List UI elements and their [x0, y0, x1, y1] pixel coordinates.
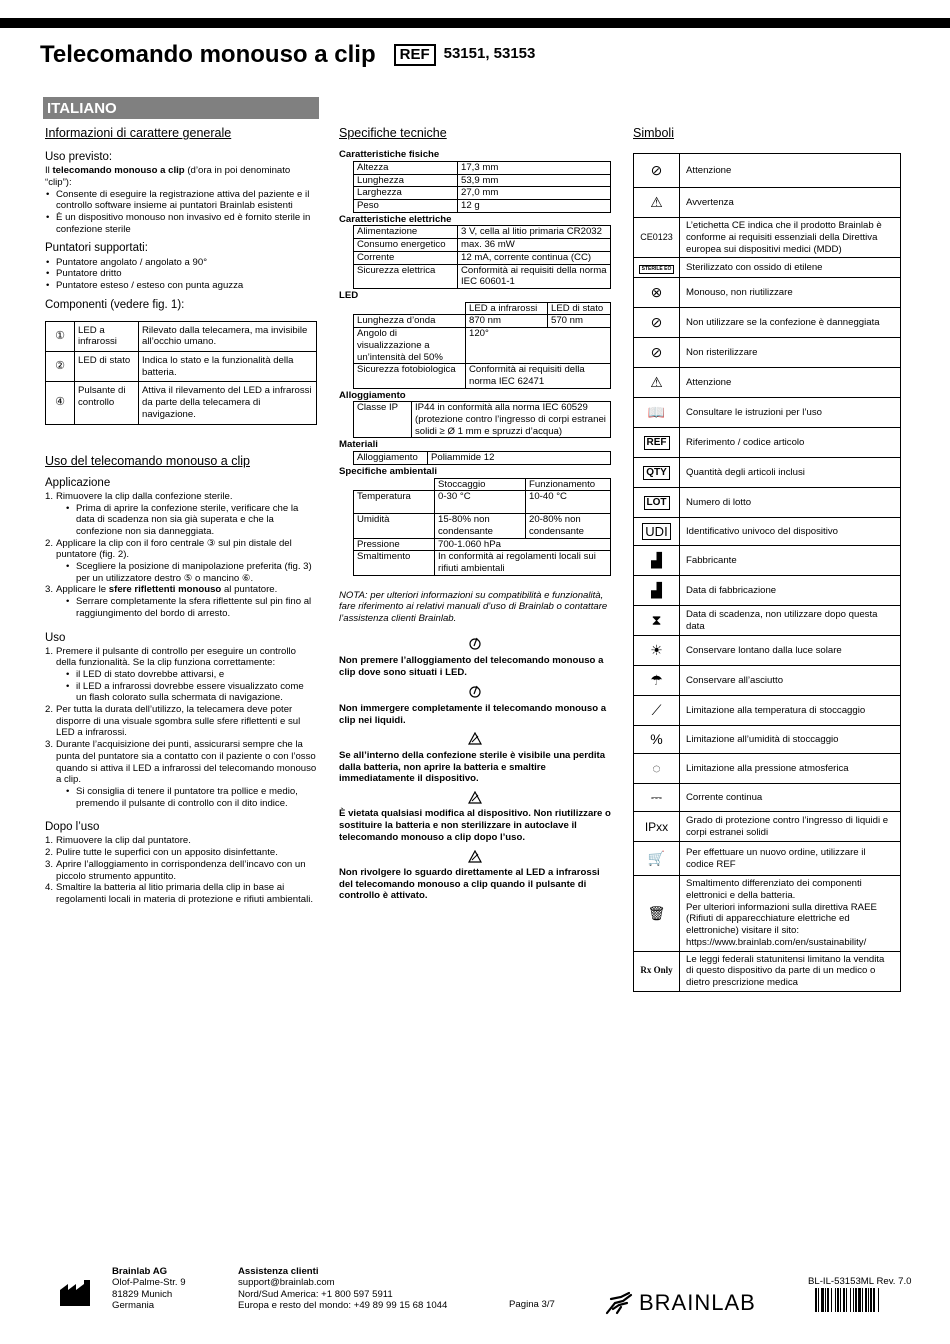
physical-label: Lunghezza: [354, 174, 458, 187]
step-number: 1.: [45, 835, 54, 847]
symbol-row: [634, 636, 901, 666]
rx-only-icon: [634, 951, 680, 991]
sunlight-icon-glyph: ☀: [650, 642, 663, 659]
page-title: Telecomando monouso a clip: [40, 41, 376, 68]
materials-heading: Materiali: [339, 439, 378, 451]
physical-value: 12 g: [458, 200, 611, 213]
warning-icon: [634, 188, 680, 218]
electrical-label: Sicurezza elettrica: [354, 264, 458, 288]
qty-icon: [634, 458, 680, 488]
ce-mark-icon-label: CE0123: [640, 231, 673, 242]
physical-value: 17,3 mm: [458, 161, 611, 174]
led-safety-value: Conformità ai requisiti della norma IEC 62471: [466, 364, 611, 388]
symbol-row: [634, 218, 901, 258]
step-number: 1.: [45, 645, 54, 657]
umbrella-icon-glyph: ☂: [650, 672, 663, 689]
physical-value: 53,9 mm: [458, 174, 611, 187]
component-description: Rilevato dalla telecamera, ma invisibile all’occhio umano.: [139, 321, 317, 351]
symbol-description: Conservare lontano dalla luce solare: [680, 636, 901, 666]
led-angle-label: Angolo di visualizzazione a un’intensità del 50%: [354, 328, 466, 364]
ip-rating-icon: [634, 812, 680, 842]
component-row: [46, 321, 317, 351]
column-specs: [339, 126, 611, 902]
attention-triangle-icon: [634, 368, 680, 398]
symbol-row: [634, 278, 901, 308]
step-text: Applicare la clip con il foro centrale ③ sul pin distale del puntatore (fig. 2).: [56, 537, 292, 561]
sterile-eo-icon: [634, 258, 680, 278]
materials-table: [353, 451, 611, 465]
symbols-heading: Simboli: [633, 126, 674, 140]
pointer-item: • Puntatore esteso / esteso con punta aguzza: [45, 280, 317, 292]
application-step: [45, 491, 317, 538]
pointers-list: [45, 257, 317, 292]
customer-support: [238, 1266, 447, 1311]
env-temp-storage: 0-30 °C: [435, 491, 526, 514]
housing-table: [353, 401, 611, 438]
symbol-row: [634, 951, 901, 991]
components-table: [45, 321, 317, 425]
symbol-description: Corrente continua: [680, 784, 901, 812]
single-use-icon: [634, 278, 680, 308]
component-name: LED di stato: [75, 352, 139, 382]
env-temp-label: Temperatura: [354, 491, 435, 514]
use-steps: [45, 646, 317, 810]
language-bar: ITALIANO: [43, 97, 319, 119]
symbol-description: L’etichetta CE indica che il prodotto Brainlab è conforme ai requisiti essenziali della Direttiva europea sui dispositivi medici (MDD): [680, 218, 901, 258]
physical-value: 27,0 mm: [458, 187, 611, 200]
manufacture-date-icon-glyph: ▟: [651, 582, 662, 599]
company-name: Brainlab AG: [112, 1266, 168, 1277]
symbol-row: [634, 458, 901, 488]
lot-icon-label: LOT: [644, 496, 670, 510]
led-wavelength-label: Lunghezza d’onda: [354, 315, 466, 328]
symbol-row: [634, 428, 901, 458]
intended-use-item: • È un dispositivo monouso non invasivo ed è fornito sterile in confezione sterile: [45, 212, 317, 235]
symbol-description: Data di fabbricazione: [680, 576, 901, 606]
umbrella-icon: [634, 666, 680, 696]
env-pressure-value: 700-1.060 hPa: [435, 538, 611, 551]
no-resterilize-icon-glyph: ⊘: [650, 344, 663, 361]
after-use-step: [45, 847, 317, 859]
footer: [0, 1266, 950, 1336]
sunlight-icon: [634, 636, 680, 666]
led-table: [353, 302, 611, 389]
led-safety-label: Sicurezza fotobiologica: [354, 364, 466, 388]
ref-icon: [634, 428, 680, 458]
use-step: [45, 646, 317, 705]
hourglass-icon: [634, 606, 680, 636]
symbol-row: [634, 546, 901, 576]
warning-text: È vietata qualsiasi modifica al dispositivo. Non riutilizzare o sostituire la batteria e non sterilizzare in autoclave il telecomando monouso a clip dopo l’uso.: [339, 808, 611, 843]
title-row: [40, 40, 535, 69]
step-text: Rimuovere la clip dalla confezione sterile.: [56, 490, 233, 502]
direct-current-icon-glyph: ⎓: [650, 789, 663, 806]
intended-use-heading: Uso previsto:: [45, 151, 113, 164]
materials-value: Poliammide 12: [428, 452, 611, 465]
physical-row: [354, 174, 611, 187]
physical-label: Larghezza: [354, 187, 458, 200]
no-resterilize-icon: [634, 338, 680, 368]
symbol-description: Limitazione alla pressione atmosferica: [680, 754, 901, 784]
step-text: Per tutta la durata dell’utilizzo, la telecamera deve poter disporre di una visuale sgombra sulle sfere riflettenti e sul LED a infrarossi.: [56, 704, 301, 739]
damaged-package-icon-glyph: ⊘: [650, 314, 663, 331]
company-city: 81829 Munich: [112, 1288, 173, 1300]
symbol-row: [634, 696, 901, 726]
step-number: 2.: [45, 537, 54, 549]
led-wavelength-ir: 870 nm: [466, 315, 548, 328]
caution-icon: [634, 154, 680, 188]
symbol-description: Grado di protezione contro l’ingresso di liquidi e corpi estranei solidi: [680, 812, 901, 842]
direct-current-icon: [634, 784, 680, 812]
symbol-row: [634, 666, 901, 696]
step-text: Pulire tutte le superfici con un apposito disinfettante.: [56, 847, 278, 859]
intended-use-list: [45, 189, 317, 236]
symbol-row: [634, 812, 901, 842]
step-number: 2.: [45, 847, 54, 859]
env-pressure-label: Pressione: [354, 538, 435, 551]
manufacturer-icon-glyph: ▟: [651, 552, 662, 569]
symbol-description: Fabbricante: [680, 546, 901, 576]
warning-text: Non rivolgere lo sguardo direttamente al LED a infrarossi del telecomando monouso a clip quando il pulsante di controllo è attivato.: [339, 866, 600, 902]
electrical-row: [354, 226, 611, 239]
company-address: [112, 1266, 186, 1311]
step-number: 4.: [45, 882, 54, 894]
step-text: Durante l’acquisizione dei punti, assicurarsi sempre che la punta del puntatore sia a contatto con il paziente o con l’osso quando si attiva il LED a infrarossi del telecomando monouso a clip.: [56, 739, 317, 786]
top-black-bar: [0, 18, 950, 28]
symbol-description: Consultare le istruzioni per l’uso: [680, 398, 901, 428]
step-number: 3.: [45, 858, 54, 870]
application-step: [45, 584, 317, 619]
hourglass-icon-glyph: ⧗: [651, 612, 662, 629]
physical-row: [354, 200, 611, 213]
step-sub-list: [56, 503, 317, 538]
warning-icon-glyph: ⚠: [650, 194, 663, 211]
warnings-list: [339, 637, 611, 902]
symbol-row: [634, 188, 901, 218]
led-heading: LED: [339, 289, 359, 301]
component-number: ④: [46, 382, 75, 424]
damaged-package-icon: [634, 308, 680, 338]
sterile-eo-icon-label: STERILE EO: [639, 265, 675, 274]
symbol-description: Identificativo univoco del dispositivo: [680, 518, 901, 546]
component-number: ②: [46, 352, 75, 382]
after-use-step: [45, 835, 317, 847]
physical-label: Altezza: [354, 161, 458, 174]
step-sub-list: [56, 669, 317, 704]
env-empty-cell: [354, 478, 435, 491]
support-phone-eu: Europa e resto del mondo: +49 89 99 15 68 1044: [238, 1299, 448, 1311]
step-sub-list: [56, 596, 317, 619]
single-use-icon-glyph: ⊗: [650, 284, 663, 301]
symbol-description: Attenzione: [680, 154, 901, 188]
step-sub-item: • Scegliere la posizione di manipolazione preferita (fig. 3) per un utilizzatore destro ⑤ o mancino ⑥.: [56, 561, 317, 584]
symbol-description: Per effettuare un nuovo ordine, utilizzare il codice REF: [680, 842, 901, 876]
warning-icon: [339, 850, 611, 867]
symbol-row: [634, 842, 901, 876]
manufacturer-icon: [58, 1278, 98, 1312]
step-number: 3.: [45, 584, 54, 596]
electrical-value: Conformità ai requisiti della norma IEC 60601-1: [458, 264, 611, 288]
led-wavelength-status: 570 nm: [548, 315, 611, 328]
env-col-storage: Stoccaggio: [435, 478, 526, 491]
page-number: Pagina 3/7: [509, 1299, 555, 1310]
led-empty-cell: [354, 302, 466, 315]
env-table: [353, 478, 611, 576]
humidity-limit-icon-glyph: %: [650, 731, 663, 748]
instructions-icon-glyph: 📖: [647, 404, 666, 421]
shopping-cart-icon: [634, 842, 680, 876]
component-name: LED a infrarossi: [75, 321, 139, 351]
general-heading: Informazioni di carattere generale: [45, 126, 232, 140]
caution-icon: [339, 685, 611, 703]
symbol-row: [634, 754, 901, 784]
warning-text: Non immergere completamente il telecomando monouso a clip nei liquidi.: [339, 703, 607, 726]
after-use-step: [45, 859, 317, 882]
humidity-limit-icon: [634, 726, 680, 754]
step-text: Applicare le sfere riflettenti monouso al puntatore.: [56, 584, 278, 596]
warning-icon: [339, 732, 611, 749]
step-sub-list: [56, 786, 317, 809]
electrical-label: Alimentazione: [354, 226, 458, 239]
note-text: NOTA: per ulteriori informazioni su compatibilità e funzionalità, fare riferimento ai relativi manuali d’uso di Brainlab o contattare l’assistenza clienti Brainlab.: [339, 589, 608, 625]
symbol-description: Numero di lotto: [680, 488, 901, 518]
barcode-icon: [815, 1288, 907, 1316]
company-street: Olof-Palme-Str. 9: [112, 1277, 186, 1289]
step-sub-item: • il LED a infrarossi dovrebbe essere visualizzato come un flash colorato sulla schermata di navigazione.: [56, 681, 317, 704]
step-text: Premere il pulsante di controllo per eseguire un controllo della funzionalità. Se la clip funziona correttamente:: [56, 645, 296, 669]
component-row: [46, 352, 317, 382]
component-description: Indica lo stato e la funzionalità della batteria.: [139, 352, 317, 382]
rx-only-icon-label: Rx Only: [640, 965, 673, 976]
symbol-description: Conservare all’asciutto: [680, 666, 901, 696]
materials-label: Alloggiamento: [354, 452, 428, 465]
step-bold-text: sfere riflettenti monouso: [108, 584, 222, 596]
column-general: [45, 126, 317, 906]
step-number: 3.: [45, 739, 54, 751]
step-text: Smaltire la batteria al litio primaria della clip in base ai regolamenti locali in materia di protezione e rifiuti ambientali.: [56, 882, 314, 905]
support-heading: Assistenza clienti: [238, 1266, 319, 1277]
electrical-row: [354, 239, 611, 252]
pressure-limit-icon-glyph: ◌: [652, 760, 661, 777]
housing-label: Classe IP: [354, 402, 412, 438]
env-heading: Specifiche ambientali: [339, 465, 438, 477]
caution-icon: [339, 637, 611, 655]
warning-text: Se all’interno della confezione sterile è visibile una perdita dalla batteria, non aprire la batteria e smaltire immediatamente il dispositivo.: [339, 749, 606, 785]
env-col-operation: Funzionamento: [526, 478, 611, 491]
udi-icon: [634, 518, 680, 546]
ref-symbol: REF: [394, 44, 436, 66]
step-sub-list: [56, 561, 317, 584]
symbol-description: Smaltimento differenziato dei componenti elettronici e della batteria. Per ulteriori informazioni sulla direttiva RAEE (Rifiuti di apparecchiature elettriche ed elettroniche) visitare il sito: https://www.brainlab.com/en/sustainability/: [680, 876, 901, 951]
pointer-item: • Puntatore dritto: [45, 268, 317, 280]
symbol-description: Data di scadenza, non utilizzare dopo questa data: [680, 606, 901, 636]
weee-bin-icon-glyph: 🗑: [647, 904, 666, 921]
symbol-description: Riferimento / codice articolo: [680, 428, 901, 458]
symbol-description: Limitazione alla temperatura di stoccaggio: [680, 696, 901, 726]
symbol-row: [634, 876, 901, 951]
symbols-table: [633, 153, 901, 991]
intended-use-text: Il telecomando monouso a clip (d’ora in poi denominato “clip”):: [45, 165, 291, 188]
use-step: [45, 704, 317, 739]
support-email[interactable]: support@brainlab.com: [238, 1277, 335, 1289]
physical-row: [354, 161, 611, 174]
env-disposal-label: Smaltimento: [354, 551, 435, 575]
env-temp-operation: 10-40 °C: [526, 491, 611, 514]
ref-numbers: 53151, 53153: [443, 45, 536, 63]
step-number: 2.: [45, 704, 54, 716]
electrical-value: 3 V, cella al litio primaria CR2032: [458, 226, 611, 239]
led-angle-value: 120°: [466, 328, 611, 364]
physical-heading: Caratteristiche fisiche: [339, 149, 440, 161]
physical-table: [353, 161, 611, 213]
symbol-row: [634, 368, 901, 398]
housing-heading: Alloggiamento: [339, 389, 406, 401]
symbol-description: Avvertenza: [680, 188, 901, 218]
symbol-description: Attenzione: [680, 368, 901, 398]
usage-heading: Uso del telecomando monouso a clip: [45, 453, 250, 468]
ce-mark-icon: [634, 218, 680, 258]
after-use-heading: Dopo l’uso: [45, 821, 100, 834]
step-sub-item: • Serrare completamente la sfera riflettente sul pin fino al raggiungimento del bordo di arresto.: [56, 596, 317, 619]
electrical-heading: Caratteristiche elettriche: [339, 213, 452, 225]
symbol-description: Le leggi federali statunitensi limitano la vendita di questo dispositivo da parte di un medico o dietro prescrizione medica: [680, 951, 901, 991]
warning-text: Non premere l’alloggiamento del telecomando monouso a clip dove sono situati i LED.: [339, 655, 604, 678]
company-country: Germania: [112, 1299, 155, 1311]
led-col-ir: LED a infrarossi: [466, 302, 548, 315]
step-number: 1.: [45, 490, 54, 502]
caution-icon-glyph: ⊘: [650, 162, 663, 179]
electrical-table: [353, 225, 611, 289]
electrical-row: [354, 251, 611, 264]
symbol-row: [634, 154, 901, 188]
pressure-limit-icon: [634, 754, 680, 784]
shopping-cart-icon-glyph: 🛒: [647, 850, 666, 867]
symbol-row: [634, 338, 901, 368]
attention-triangle-icon-glyph: ⚠: [650, 374, 663, 391]
physical-row: [354, 187, 611, 200]
step-sub-item: • Si consiglia di tenere il puntatore tra pollice e medio, premendo il pulsante di controllo con il dito indice.: [56, 786, 317, 809]
step-text: Aprire l’alloggiamento in corrispondenza dell’incavo con un piccolo strumento appuntito.: [56, 858, 306, 882]
symbol-row: [634, 784, 901, 812]
symbol-description: Non risterilizzare: [680, 338, 901, 368]
use-heading: Uso: [45, 631, 66, 644]
instructions-icon: [634, 398, 680, 428]
electrical-row: [354, 264, 611, 288]
application-heading: Applicazione: [45, 476, 111, 489]
manufacturer-icon: [634, 546, 680, 576]
specs-heading: Specifiche tecniche: [339, 126, 447, 140]
electrical-label: Consumo energetico: [354, 239, 458, 252]
manufacture-date-icon: [634, 576, 680, 606]
qty-icon-label: QTY: [643, 466, 670, 480]
electrical-value: 12 mA, corrente continua (CC): [458, 251, 611, 264]
document-id: BL-IL-53153ML Rev. 7.0: [808, 1276, 912, 1287]
symbol-row: [634, 488, 901, 518]
component-number: ①: [46, 321, 75, 351]
brainlab-logo-icon: [603, 1291, 635, 1315]
component-description: Attiva il rilevamento del LED a infrarossi da parte della telecamera di navigazione.: [139, 382, 317, 424]
component-name: Pulsante di controllo: [75, 382, 139, 424]
symbol-row: [634, 258, 901, 278]
symbol-description: Non utilizzare se la confezione è danneggiata: [680, 308, 901, 338]
brainlab-logo-text: BRAINLAB: [639, 1290, 756, 1315]
brainlab-logo: [603, 1290, 756, 1317]
ip-rating-icon-label: IPxx: [644, 819, 669, 834]
support-phone-na: Nord/Sud America: +1 800 597 5911: [238, 1288, 393, 1300]
ref-icon-label: REF: [644, 436, 670, 450]
symbol-row: [634, 308, 901, 338]
symbol-description: Sterilizzato con ossido di etilene: [680, 258, 901, 278]
symbol-row: [634, 398, 901, 428]
intended-use-item: • Consente di eseguire la registrazione attiva del paziente e il controllo software insieme ai puntatori Brainlab esistenti: [45, 189, 317, 212]
use-step: [45, 739, 317, 809]
components-heading: Componenti (vedere fig. 1):: [45, 298, 185, 311]
env-humidity-label: Umidità: [354, 514, 435, 538]
column-symbols: [633, 126, 901, 992]
application-steps: [45, 491, 317, 620]
symbol-row: [634, 726, 901, 754]
symbol-description: Limitazione all’umidità di stoccaggio: [680, 726, 901, 754]
physical-label: Peso: [354, 200, 458, 213]
symbol-description: Quantità degli articoli inclusi: [680, 458, 901, 488]
step-sub-item: • Prima di aprire la confezione sterile, verificare che la data di scadenza non sia già superata e che la confezione non sia danneggiata.: [56, 503, 317, 538]
component-row: [46, 382, 317, 424]
weee-bin-icon: [634, 876, 680, 951]
udi-icon-label: UDI: [642, 523, 670, 540]
env-disposal-value: In conformità ai regolamenti locali sui rifiuti ambientali: [435, 551, 611, 575]
after-use-steps: [45, 835, 317, 905]
symbol-row: [634, 576, 901, 606]
temperature-limit-icon: [634, 696, 680, 726]
housing-value: IP44 in conformità alla norma IEC 60529 (protezione contro l’ingresso di corpi estranei solidi ≥ Ø 1 mm e spruzzi d’acqua): [412, 402, 611, 438]
env-humidity-storage: 15-80% non condensante: [435, 514, 526, 538]
led-col-status: LED di stato: [548, 302, 611, 315]
warning-icon: [339, 791, 611, 808]
after-use-step: [45, 882, 317, 905]
lot-icon: [634, 488, 680, 518]
symbol-row: [634, 518, 901, 546]
step-sub-item: • il LED di stato dovrebbe attivarsi, e: [56, 669, 317, 681]
step-text: Rimuovere la clip dal puntatore.: [56, 835, 191, 847]
symbol-row: [634, 606, 901, 636]
pointer-item: • Puntatore angolato / angolato a 90°: [45, 257, 317, 269]
temperature-limit-icon-glyph: ⟋: [651, 702, 662, 719]
pointers-heading: Puntatori supportati:: [45, 242, 148, 255]
electrical-label: Corrente: [354, 251, 458, 264]
electrical-value: max. 36 mW: [458, 239, 611, 252]
env-humidity-operation: 20-80% non condensante: [526, 514, 611, 538]
symbol-description: Monouso, non riutilizzare: [680, 278, 901, 308]
application-step: [45, 538, 317, 585]
